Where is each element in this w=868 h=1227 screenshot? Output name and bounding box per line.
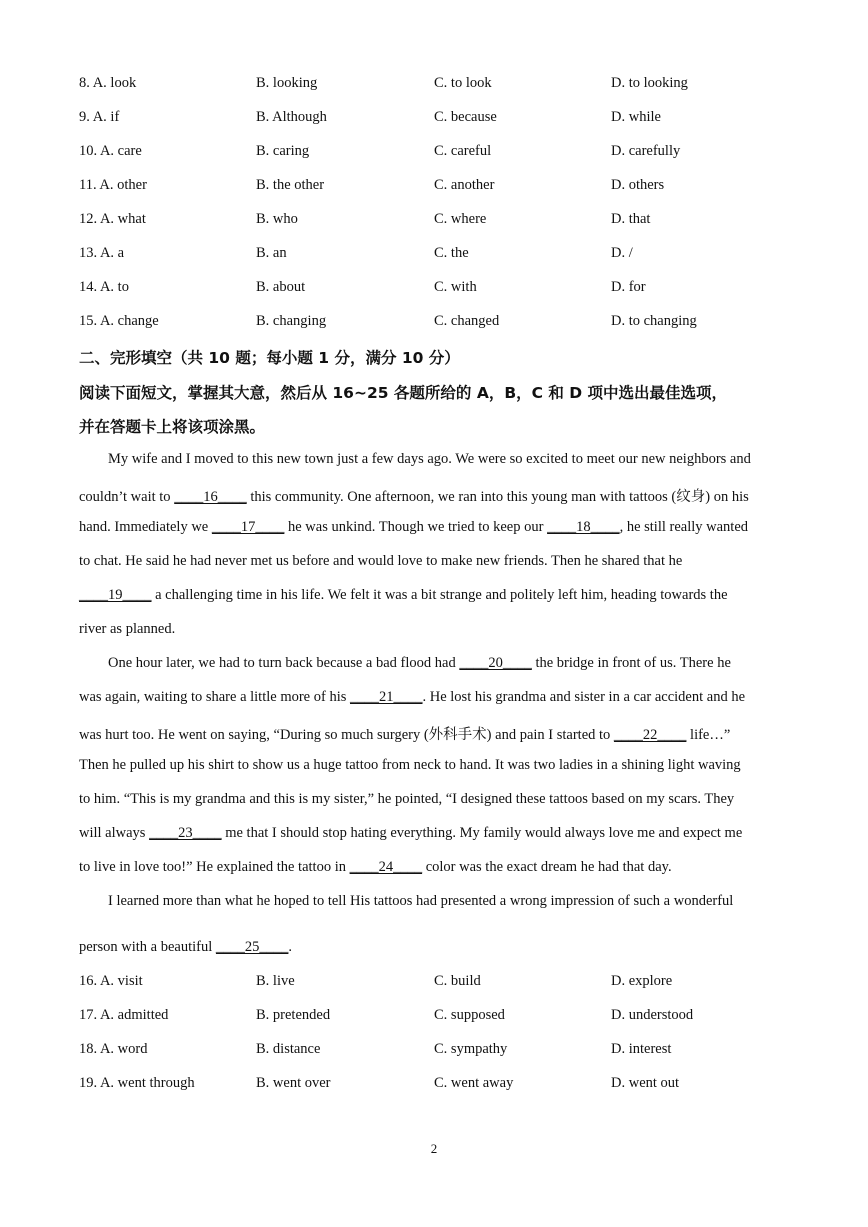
- option-c: C. to look: [434, 75, 492, 91]
- passage-line: [79, 519, 799, 536]
- blank-17: ____17____: [211, 519, 285, 535]
- passage-text: this community. One afternoon, we ran into this young man with tattoos (纹身) on his: [246, 489, 749, 505]
- passage-text: One hour later, we had to turn back because a bad flood had: [108, 655, 460, 671]
- option-b: B. caring: [256, 143, 310, 159]
- option-a: 18. A. word: [79, 1041, 148, 1057]
- option-a: 10. A. care: [79, 143, 142, 159]
- option-a: 12. A. what: [79, 211, 146, 227]
- question-row-17: [79, 1007, 799, 1027]
- option-d: D. that: [611, 211, 651, 227]
- question-row-10: [79, 143, 799, 163]
- passage-text: , he still really wanted: [619, 519, 749, 535]
- option-a: 19. A. went through: [79, 1075, 195, 1091]
- passage-text: . He lost his grandma and sister in a car accident and he: [422, 689, 746, 705]
- question-row-12: [79, 211, 799, 231]
- option-c: C. another: [434, 177, 495, 193]
- passage-line: river as planned.: [79, 621, 176, 637]
- option-d: D. /: [611, 245, 633, 261]
- passage-text: he was unkind. Though we tried to keep our: [284, 519, 548, 535]
- option-b: B. distance: [256, 1041, 321, 1057]
- option-c: C. supposed: [434, 1007, 505, 1023]
- option-b: B. Although: [256, 109, 327, 125]
- option-d: D. interest: [611, 1041, 672, 1057]
- option-c: C. build: [434, 973, 481, 989]
- option-b: B. pretended: [256, 1007, 331, 1023]
- option-a: 8. A. look: [79, 75, 137, 91]
- question-row-8: [79, 75, 799, 95]
- passage-text: hand. Immediately we: [79, 519, 212, 535]
- passage-text: life…”: [686, 727, 731, 743]
- option-d: D. to changing: [611, 313, 697, 329]
- question-row-15: [79, 313, 799, 333]
- question-row-19: [79, 1075, 799, 1095]
- passage-text: a challenging time in his life. We felt it was a bit strange and politely left him, heading towards the: [151, 587, 728, 603]
- passage-text: color was the exact dream he had that day.: [422, 859, 672, 875]
- page-number: 2: [430, 1141, 438, 1156]
- passage-line: [79, 587, 799, 604]
- option-b: B. the other: [256, 177, 325, 193]
- option-b: B. an: [256, 245, 287, 261]
- option-d: D. for: [611, 279, 646, 295]
- option-a: 9. A. if: [79, 109, 120, 125]
- passage-text: will always: [79, 825, 150, 841]
- question-row-9: [79, 109, 799, 129]
- option-d: D. to looking: [611, 75, 688, 91]
- question-row-14: [79, 279, 799, 299]
- passage-line: [79, 859, 799, 876]
- option-d: D. explore: [611, 973, 673, 989]
- question-row-11: [79, 177, 799, 197]
- blank-21: ____21____: [350, 689, 423, 705]
- blank-20: ____20____: [459, 655, 532, 671]
- option-c: C. with: [434, 279, 477, 295]
- question-row-13: [79, 245, 799, 265]
- option-d: D. while: [611, 109, 661, 125]
- passage-line: to chat. He said he had never met us before and would love to make new friends. Then he shared that he: [79, 553, 683, 569]
- option-b: B. went over: [256, 1075, 331, 1091]
- option-d: D. understood: [611, 1007, 694, 1023]
- blank-25: ____25____: [215, 939, 289, 955]
- blank-23: ____23____: [149, 825, 222, 841]
- blank-18: ____18____: [547, 519, 620, 535]
- option-c: C. changed: [434, 313, 500, 329]
- option-d: D. went out: [611, 1075, 680, 1091]
- section-instruction-continued: 并在答题卡上将该项涂黑。: [79, 418, 266, 436]
- option-b: B. changing: [256, 313, 327, 329]
- question-row-16: [79, 973, 799, 993]
- option-c: C. went away: [434, 1075, 514, 1091]
- option-d: D. others: [611, 177, 665, 193]
- option-a: 11. A. other: [79, 177, 147, 193]
- passage-line: [79, 485, 799, 506]
- option-c: C. where: [434, 211, 487, 227]
- passage-line: to him. “This is my grandma and this is my sister,” he pointed, “I designed these tattoos based on my scars. They: [79, 791, 735, 807]
- passage-text: to live in love too!” He explained the tattoo in: [79, 859, 350, 875]
- passage-text: was again, waiting to share a little more of his: [79, 689, 350, 705]
- option-a: 17. A. admitted: [79, 1007, 169, 1023]
- passage-text: was hurt too. He went on saying, “During so much surgery (外科手术) and pain I started to: [79, 727, 614, 743]
- option-b: B. looking: [256, 75, 318, 91]
- passage-text: person with a beautiful: [79, 939, 216, 955]
- passage-text: .: [288, 939, 293, 955]
- option-a: 15. A. change: [79, 313, 159, 329]
- blank-16: ____16____: [174, 489, 247, 505]
- option-a: 13. A. a: [79, 245, 125, 261]
- option-c: C. sympathy: [434, 1041, 508, 1057]
- option-c: C. careful: [434, 143, 492, 159]
- option-c: C. because: [434, 109, 497, 125]
- passage-line: [79, 689, 799, 706]
- passage-line: [79, 939, 799, 956]
- option-c: C. the: [434, 245, 469, 261]
- option-a: 14. A. to: [79, 279, 129, 295]
- option-b: B. about: [256, 279, 306, 295]
- passage-line: [79, 723, 799, 744]
- passage-line: Then he pulled up his shirt to show us a huge tattoo from neck to hand. It was two ladies in a shining light waving: [79, 757, 741, 773]
- passage-line: [108, 655, 828, 672]
- section-title: 二、完形填空（共 10 题；每小题 1 分，满分 10 分）: [79, 349, 460, 367]
- passage-text: the bridge in front of us. There he: [531, 655, 731, 671]
- passage-line: I learned more than what he hoped to tell His tattoos had presented a wrong impression of such a wonderful: [108, 893, 734, 909]
- option-a: 16. A. visit: [79, 973, 143, 989]
- option-d: D. carefully: [611, 143, 681, 159]
- passage-line: My wife and I moved to this new town just a few days ago. We were so excited to meet our new neighbors and: [108, 451, 751, 467]
- section-instruction: 阅读下面短文，掌握其大意，然后从 16~25 各题所给的 A，B，C 和 D 项中选出最佳选项，: [79, 384, 728, 402]
- blank-19: ____19____: [79, 587, 152, 603]
- passage-text: couldn’t wait to: [79, 489, 175, 505]
- blank-22: ____22____: [613, 727, 687, 743]
- passage-line: [79, 825, 799, 842]
- option-b: B. live: [256, 973, 295, 989]
- blank-24: ____24____: [349, 859, 423, 875]
- question-row-18: [79, 1041, 799, 1061]
- option-b: B. who: [256, 211, 298, 227]
- passage-text: me that I should stop hating everything. My family would always love me and expect me: [221, 825, 743, 841]
